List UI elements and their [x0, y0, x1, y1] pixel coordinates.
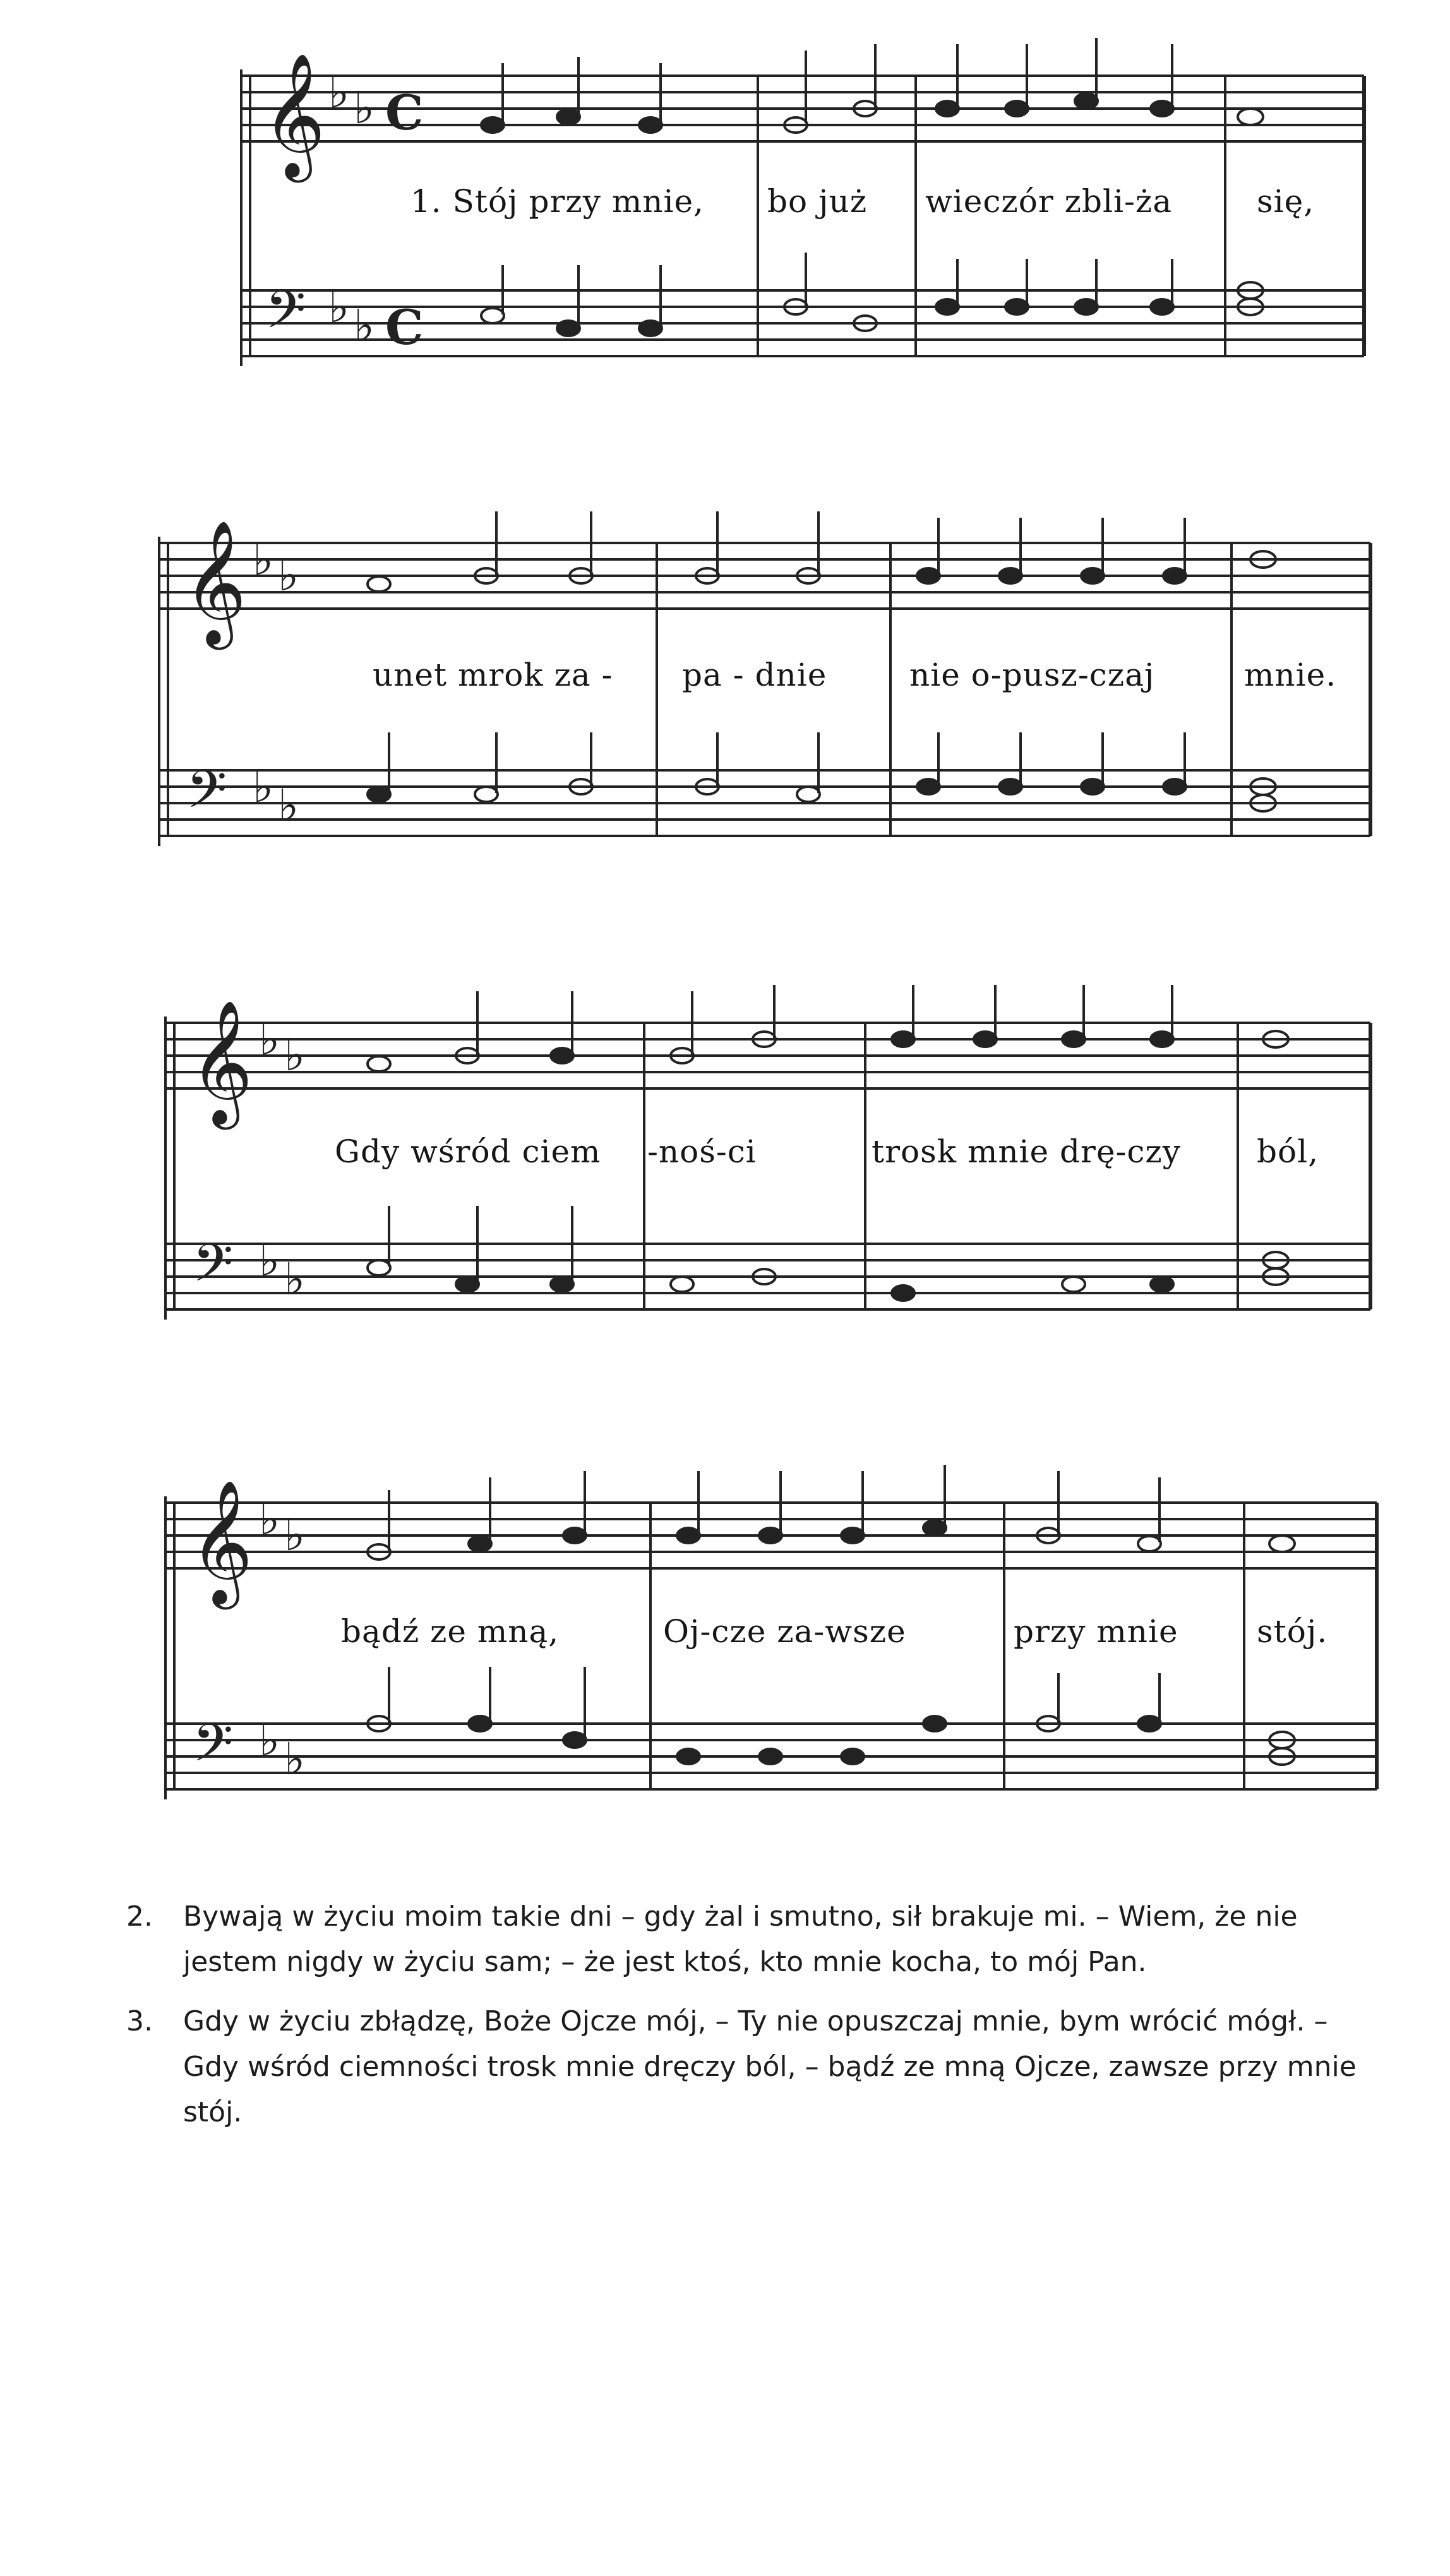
music-system-2 [158, 492, 1377, 897]
svg-text:♭: ♭ [259, 1234, 280, 1286]
svg-text:C: C [385, 85, 424, 141]
lyric-measure-2: bo już [767, 183, 868, 220]
svg-text:𝄢: 𝄢 [265, 279, 306, 353]
lyric-measure-4: stój. [1257, 1613, 1328, 1650]
music-system-1 [240, 25, 1370, 429]
verse-3 [126, 1999, 1364, 2135]
svg-text:𝄞: 𝄞 [183, 520, 247, 645]
verse-text: Bywają w życiu moim takie dni – gdy żal i smutno, sił brakuje mi. – Wiem, że nie jestem nigdy w życiu sam; – że jest ktoś, kto mnie kocha, to mój Pan. [183, 1900, 1298, 1978]
svg-text:♭: ♭ [259, 1714, 280, 1766]
staff-graphics [158, 492, 1377, 897]
svg-text:♭: ♭ [354, 82, 375, 134]
svg-text:♭: ♭ [278, 549, 299, 601]
svg-text:𝄢: 𝄢 [186, 759, 227, 833]
svg-text:♭: ♭ [278, 780, 299, 832]
lyric-measure-3: trosk mnie drę-czy [872, 1133, 1182, 1170]
svg-text:𝄢: 𝄢 [193, 1712, 234, 1786]
svg-text:♭: ♭ [253, 761, 274, 813]
staff-graphics [240, 25, 1370, 429]
lyric-measure-1: unet mrok za - [373, 657, 613, 693]
svg-text:𝄢: 𝄢 [193, 1232, 234, 1306]
verse-2 [126, 1894, 1364, 1985]
lyric-measure-2: Oj-cze za-wsze [663, 1613, 906, 1650]
lyric-measure-2: pa - dnie [682, 657, 827, 693]
svg-text:♭: ♭ [284, 1253, 306, 1305]
lyric-measure-1: bądź ze mną, [341, 1613, 560, 1650]
svg-text:♭: ♭ [284, 1029, 306, 1081]
lyric-measure-3: przy mnie [1014, 1613, 1178, 1650]
svg-text:♭: ♭ [354, 300, 375, 352]
lyric-measure-1: 1. Stój przy mnie, [410, 183, 704, 220]
svg-text:♭: ♭ [328, 66, 350, 118]
music-system-3 [164, 972, 1377, 1376]
staff-graphics [164, 1452, 1383, 1856]
svg-text:𝄞: 𝄞 [189, 999, 253, 1124]
verse-number: 3. [126, 2005, 153, 2037]
svg-text:♭: ♭ [259, 1493, 280, 1545]
verse-text: Gdy w życiu zbłądzę, Boże Ojcze mój, – Ty nie opuszczaj mnie, bym wrócić mógł. – Gdy wśród ciemności trosk mnie dręczy ból, – bądź ze mną Ojcze, zawsze przy mnie stój. [183, 2005, 1357, 2128]
verses [126, 1894, 1364, 2149]
lyric-measure-4: mnie. [1244, 657, 1337, 693]
svg-text:𝄞: 𝄞 [262, 52, 326, 177]
svg-text:♭: ♭ [259, 1013, 280, 1065]
lyric-measure-4: ból, [1257, 1133, 1319, 1170]
svg-text:♭: ♭ [328, 281, 350, 333]
music-system-4 [164, 1452, 1383, 1856]
lyric-measure-4: się, [1257, 183, 1315, 220]
lyric-measure-2: -noś-ci [647, 1133, 757, 1170]
lyric-measure-3: nie o-pusz-czaj [909, 657, 1155, 693]
lyric-measure-1: Gdy wśród ciem [335, 1133, 601, 1170]
verse-number: 2. [126, 1900, 153, 1933]
svg-text:C: C [385, 299, 424, 355]
svg-text:♭: ♭ [253, 534, 274, 585]
lyric-measure-3: wieczór zbli-ża [925, 183, 1173, 220]
svg-text:𝄞: 𝄞 [189, 1479, 253, 1604]
svg-text:♭: ♭ [284, 1733, 306, 1785]
svg-text:♭: ♭ [284, 1509, 306, 1561]
staff-graphics [164, 972, 1377, 1376]
